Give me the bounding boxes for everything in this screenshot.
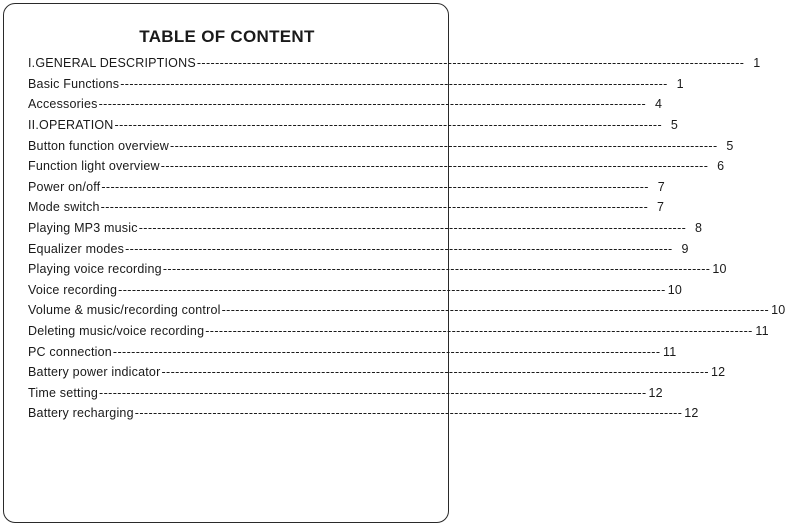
dot-leader: ------------------------------------------------------------------------------------------------------------------------ bbox=[118, 282, 666, 297]
toc-entry-page: 12 bbox=[684, 406, 699, 421]
toc-list bbox=[28, 53, 785, 424]
toc-entry-deleting-music[interactable] bbox=[28, 321, 769, 342]
toc-entry-page: 8 bbox=[695, 221, 703, 236]
toc-entry-function-light-overview[interactable] bbox=[28, 156, 725, 177]
page-title: TABLE OF CONTENT bbox=[139, 27, 315, 46]
toc-entry-label: PC connection bbox=[28, 344, 112, 359]
toc-entry-page: 11 bbox=[663, 344, 677, 359]
toc-entry-label: Basic Functions bbox=[28, 76, 120, 91]
dot-leader: ------------------------------------------------------------------------------------------------------------------------ bbox=[120, 76, 668, 91]
dot-leader: ------------------------------------------------------------------------------------------------------------------------ bbox=[161, 365, 709, 380]
toc-entry-page: 7 bbox=[657, 179, 665, 194]
dot-leader: ------------------------------------------------------------------------------------------------------------------------ bbox=[205, 324, 753, 339]
dot-leader: ------------------------------------------------------------------------------------------------------------------------ bbox=[138, 221, 687, 236]
toc-entry-label: Voice recording bbox=[28, 282, 118, 297]
dot-leader: ------------------------------------------------------------------------------------------------------------------------ bbox=[221, 303, 770, 318]
dot-leader: ------------------------------------------------------------------------------------------------------------------------ bbox=[170, 138, 718, 153]
toc-entry-page: 10 bbox=[712, 262, 727, 277]
toc-entry-label: Button function overview bbox=[28, 138, 169, 153]
toc-entry-battery-recharging[interactable] bbox=[28, 403, 699, 424]
toc-entry-page: 12 bbox=[648, 385, 663, 400]
toc-entry-page: 5 bbox=[726, 138, 734, 153]
toc-entry-page: 12 bbox=[710, 365, 726, 380]
toc-entry-label: Function light overview bbox=[28, 159, 160, 174]
toc-entry-button-function-overview[interactable] bbox=[28, 135, 734, 156]
toc-entry-page: 1 bbox=[676, 76, 684, 91]
toc-entry-pc-connection[interactable] bbox=[28, 341, 677, 362]
toc-entry-page: 9 bbox=[681, 241, 689, 256]
toc-entry-label: Accessories bbox=[28, 97, 98, 112]
dot-leader: ------------------------------------------------------------------------------------------------------------------------ bbox=[125, 241, 673, 256]
toc-entry-label: Battery recharging bbox=[28, 406, 134, 421]
toc-entry-playing-mp3-music[interactable] bbox=[28, 218, 703, 239]
toc-entry-page: 5 bbox=[670, 118, 679, 133]
toc-entry-page: 1 bbox=[753, 56, 761, 71]
toc-entry-time-setting[interactable] bbox=[28, 383, 663, 404]
toc-entry-label: Power on/off bbox=[28, 179, 101, 194]
toc-entry-page: 4 bbox=[654, 97, 663, 112]
toc-entry-page: 10 bbox=[667, 282, 682, 297]
toc-entry-equalizer-modes[interactable] bbox=[28, 238, 689, 259]
toc-entry-page: 11 bbox=[755, 324, 769, 339]
toc-entry-label: Equalizer modes bbox=[28, 241, 125, 256]
toc-entry-battery-power-indicator[interactable] bbox=[28, 362, 726, 383]
dot-leader: ------------------------------------------------------------------------------------------------------------------------ bbox=[99, 385, 647, 400]
toc-entry-page: 10 bbox=[771, 303, 785, 318]
toc-entry-label: Playing MP3 music bbox=[28, 221, 138, 236]
toc-entry-label: Time setting bbox=[28, 385, 99, 400]
toc-entry-general-descriptions[interactable] bbox=[28, 53, 761, 74]
toc-entry-voice-recording[interactable] bbox=[28, 280, 682, 301]
toc-entry-operation[interactable] bbox=[28, 115, 679, 136]
dot-leader: ------------------------------------------------------------------------------------------------------------------------ bbox=[112, 344, 661, 359]
toc-entry-label: Battery power indicator bbox=[28, 365, 161, 380]
toc-entry-basic-functions[interactable] bbox=[28, 74, 684, 95]
dot-leader: ------------------------------------------------------------------------------------------------------------------------ bbox=[134, 406, 683, 421]
dot-leader: ------------------------------------------------------------------------------------------------------------------------ bbox=[162, 262, 711, 277]
toc-entry-label: I.GENERAL DESCRIPTIONS bbox=[28, 56, 196, 71]
toc-entry-label: Volume & music/recording control bbox=[28, 303, 221, 318]
toc-entry-label: Deleting music/voice recording bbox=[28, 324, 205, 339]
toc-entry-label: Playing voice recording bbox=[28, 262, 162, 277]
dot-leader: ------------------------------------------------------------------------------------------------------------------------ bbox=[196, 56, 745, 71]
toc-entry-page: 6 bbox=[717, 159, 725, 174]
toc-entry-playing-voice-recording[interactable] bbox=[28, 259, 727, 280]
toc-entry-label: II.OPERATION bbox=[28, 118, 114, 133]
dot-leader: ------------------------------------------------------------------------------------------------------------------------ bbox=[100, 200, 649, 215]
dot-leader: ------------------------------------------------------------------------------------------------------------------------ bbox=[101, 179, 649, 194]
toc-entry-label: Mode switch bbox=[28, 200, 100, 215]
dot-leader: ------------------------------------------------------------------------------------------------------------------------ bbox=[114, 118, 663, 133]
dot-leader: ------------------------------------------------------------------------------------------------------------------------ bbox=[98, 97, 647, 112]
toc-entry-accessories[interactable] bbox=[28, 94, 663, 115]
toc-entry-page: 7 bbox=[657, 200, 665, 215]
dot-leader: ------------------------------------------------------------------------------------------------------------------------ bbox=[160, 159, 709, 174]
toc-entry-volume-control[interactable] bbox=[28, 300, 785, 321]
toc-entry-mode-switch[interactable] bbox=[28, 197, 665, 218]
toc-entry-power-on-off[interactable] bbox=[28, 177, 665, 198]
